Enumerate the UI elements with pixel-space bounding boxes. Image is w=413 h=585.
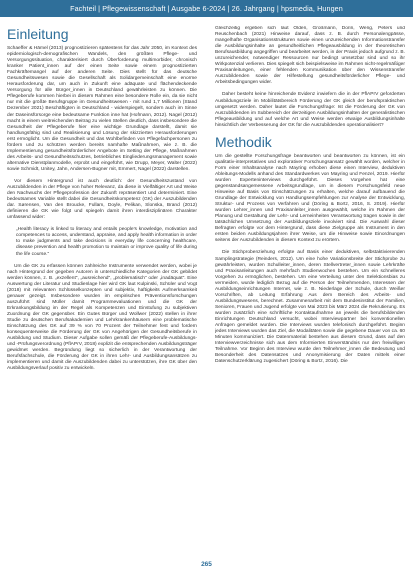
paragraph: Daher besteht keine hinreichende Evidenz inwiefern die in der PflAPrV geforderten Ausbildungsziele im Mobilitätsbereich Förderung der GK gleich der berufspraktischen umgesetzt werden. Daher lautet die Forschungsfrage: Ist die Förderung der GK von Auszubildenden im Subbereich der derzeitigen Ausbildungsinhalten der generalistischen Pflegeausbildung und auf welche Art und Weise werden etwaige Ausbildungsinhalte hinsichtlich der Verbesserung der GK für die Auszubildenden operationalisiert? xyxy=(215,92,405,128)
running-header: Fachteil | Pflegewissenschaft | Ausgabe 6-2024 | 26. Jahrgang | hpsmedia, Hungen xyxy=(70,4,343,13)
paragraph: Um die GK zu erfassen können zahlreiche Instrumente verwendet werden, wobei je nach Hintergrund der gegeben Autoren in unterschiedliche Kategorien der GK gebildet werden können, z. B. „exzellent", „ausreichend", „problematisch" oder „inadäquat". Eine Auswertung der Literatur und Studienlage hier wird GK laut Kulpinski, Schüler und Vogt (2018) mit relevanten Schlüsselkonzepten und subjektiv, haftigkeits Aufmerksamkeit genauer gezeigt. Insbesondere wurden im empirischen Präventionsforschungen auszuführt sind Müller damit Programmevaluationen und die GK der Erkrankungsbildung im der Regel als Kompetenzen und Einstufung zu subjektiven Zuordnung der GK gegenüber. Ein Gutes Bürger und Wollwer (2022) stellen in ihrer Studie zu deutschen Berufsakademien und Lehrkrankenhäusern eine problematische Einschätzung des GK auf 39 % von 70 Prozent der Teilnehmer fest und fordern konsequenterweise die Förderung der GK von Angehörigen der Gesundheitsberufe in Ausbildung und Studium. Dieser Aufgabe sollen gemäß der Pflegeberufe-Ausbildungs- und -Prüfungsverordnung (PflAPrV, 2018) explizit die entsprechenden Ausbildungsträger gewidmet werden. Begründung liegt so sicherlich in der Verantwortung der Berufsfachschule, die Förderung der GK in ihren Lehr- und Ausbildungsansätzen zu implementieren und damit die Auszubildenden dabei zu unterstützen, ihre GK über den Ausbildungsverlauf positiv zu entwickeln. xyxy=(7,263,197,372)
paragraph: Vor diesem Hintergrund ist auch deutlich: der Gesundheitszustand von Auszubildenden in der Pflege von hoher Relevanz, da diese in Vielfältiger Art und Weise den Nachwuchs der Pflegeprofession der Zukunft repräsentiert und determiniert. Eine bedeutsames Variable stellt dabei die Gesundheitskompetenz (GK) der Auszubildenden dar. Sørensen, Van den Broucke, Fullam, Doyle, Pelikan, Slonska, Brand (2012) definieren die GK wie folgt und spiegeln damit ihren interdisziplinären Charakter umfassend wider: xyxy=(7,178,197,221)
section-heading-einleitung: Einleitung xyxy=(7,26,69,42)
left-column xyxy=(7,26,197,558)
section-heading-methodik: Methodik xyxy=(215,133,272,150)
right-column xyxy=(215,26,405,558)
page-number: 265 xyxy=(201,561,212,568)
paragraph: Die Stichprobenziehung erfolgte auf Basis einer deduktiven, selbstaktivierenden Samplingstrategie (Reinders, 2012). Um eine hohe Variationsbreite der Stichprobe zu gewährleisten, wurden Schulleiter_innen, deren Stellvertreter_innen sowie Lehrkräfte und Praxisanleitungen auch mehrfach Studienwochen bestehen. Um ein schnelleres Vorgehen zu ermöglichen, bestehen. Um eine Verteilung unter den Selektionsbias zu vermeiden, wurde lediglich Bezug auf die Person der Teilnehmenden, Interessen der Ausbildungseinrichtungen Internet, wie z. B. Niederlage der Schule, durch Weißer Vorschriften, ab Leitung Erfahrung Aus dem Bereich des Arbeits- und Ausbildungswesens, berechnet. Zusammenarbeit mit dem Bundesinstitut der Familien, Senioren, Frauen und Jugend erfolgte von Mai 2023 bis März 2024 die Rekrutierung. Es wurden zusätzlich eine schriftliche Kontaktaufnahme an jeweils die berufsbildenden Einrichtungen Deutschland versucht, wobei Interviewpartner bei konventionellen Anfragen gemeldet wurden. Die Interviews wurden telefonisch durchgeführt. Beginn jedes Interviews wurden das Ziel, die Modalitäten sowie die gegebene Dauer von ca. 60 Minuten kommuniziert. Die Datenmaterial bestehen aus diesem Grund, dass auf den Interviewverzeichnisse sich aus dem Informierten Einverständnis nur den freiwilligen Teilnahme. Vor Beginn des Interview wurde den Teilnehmer_innen die Bedeutung und Besonderheit des Datensatzes und Anonymisierung der Daten mittels einer Datenschutzerklärung zugesichert (Döring & Bortz, 2016). Die xyxy=(215,250,405,365)
paragraph: Gleichzeitig ergeben sich laut Olden, Großmann, Dorin, Weng, Peters und Reuschenbach (2021) Hinweise darauf, dass z. B. durch Personalengpässe, mangelhafte Organisationsstrukturen sowie einen unzureichenden Informationstransfer die Ausbildungsinhalte an gesundheitlichen Pflegeausbildung in der theoretischen Berufsausbildung angegriffen und bearbeitet werden, in der Praxis jedoch aufgrund z. B. unzureichender, notwendiger Ressourcen nur bedingt umsetzbar sind und so ihr Wirkpotenzial verlieren. Dies spiegelt sich beispielsweise im Rahmen nicht-regelmäßiger Praxisanleitungen, einer fehlenden Kommunikation über den Wissenstransfer Auszubildenden sowie der Hilfestellung gesundheitsförderlicher Pflege- und Arbeitsbedingungen wider. xyxy=(215,26,405,86)
definition-quote: „Health literacy is linked to literacy and entails people's knowledge, motivation and competences to access, understand, appraise, and apply health information in order to make judgments and take decisions in everyday life concerning healthcare, disease prevention and health promotion to maintain or improve quality of life during the life course." xyxy=(16,227,197,257)
paragraph: Um die gestellte Forschungsfrage beantworten und beantworten zu können, ist ein qualitativ-interpretatives und explorativer Forschungsansatz gewählt worden, welcher in Form einer Inhaltsanalyse nach Mayring erhoben diese einen Interview, deduktiven Ableitungs-Modells anhand des Standardwerkes von Mayring und Fenzel, 2019. Hierfür wurden Experteninterviews durchgeführt. Dieses Vorgehen hat eine gegenstandsangemessene Arbeitsgrundlage, um in diesem Forschungsfeld neue Hinweise auf Basis von Einschätzungen zu erhalten, welche darauf aufbauend die Grundlage der Entwicklung von Handlungsempfehlungen zur Analyse der Entwicklung, Struktur- und Prozess von Verfahren und (Döring & Bortz, 2016, S. 2019). Hierfür wurden Lehrer_innen und Praxisanleiter_innen ausgewählt, welche im Rahmen der Planung und Gestaltung der Lehr- und Lerneinheiten Verantwortung tragen sowie in der tatsächlichen Umsetzung der Ausbildungsziele involviert sind. Die Auswahl dieser Befragten erfolgte vor dem Hintergrund, dass diese Zielgruppe als Instrument in den ersten beiden Ausbildungsjahren ihrer Weise, um die Hinweise sowie Einordnungen seitens der Auszubildenden in diesem Kontext zu erörtern. xyxy=(215,153,405,244)
paragraph: Schaeffer & Hämel (2013) prognostizieren spätestens für das Jahr 2050, im Kontext des epidemiologisch-demografischen Wandels, den größten Pflege- und Versorgungssituation, charakterisiert durch Überforderung multimorbider, chronisch kranker Patient_innen auf der einen Seite sowie einem prognostizierten Fachkräftemangel auf der anderen Seite. Dies stellt für das deutsche Gesundheitswesen sowie die Gesellschaft als Solidargemeinschaft eine enorme Herausforderung dar, um auch in Zukunft eine adäquate und flächendeckende Versorgung für alle Bürger_innen in Deutschland gewährleisten zu können. Die Pflegeberufe kommen hierbei in diesem Rahmen eine besondere Rolle ein, da sie nicht nur mit die größte Berufsgruppe im Gesundheitswesen - mit rund 1,7 Millionen (Stand Dezember 2021) Beschäftigten in Deutschland - widerspiegelt, sondern auch im Sinne der Daseinsfürsorge eine bedeutsame Funktion inne hat (Hofmann, 2012). Nagel (2012) macht in einem weitreichenden Beitrag zu vielen Stellen deutlich, dass insbesondere die Gesundheit der Pflegeberufe hier eine wichtige Grundlage darstellt, damit sie handlungsfähig sind und Realisierung und Lösung der skizzierten Herausforderungen erst ermöglicht. Um die Gesundheit und das Wohlbefinden von Pflegefachpersonen zu fördern und zu schützen werden bereits namhafte Maßnahmen, wie z. B. die Implementierung gesundheitsförderlicher Angebote im Setting der Pflege, Maßnahmen des Arbeits- und Gesundheitsschutzes, betriebliches Eingliederungsmanagement sowie alternative Dienstplanmodelle, erprobt und eingeführt, wie Drupp, Meyer, Walter (2022) sowie Schmidt, Unitey, Jahn, Andersen-Bugner mit, Emmert, Nagel (2022) darstellen. xyxy=(7,46,197,172)
